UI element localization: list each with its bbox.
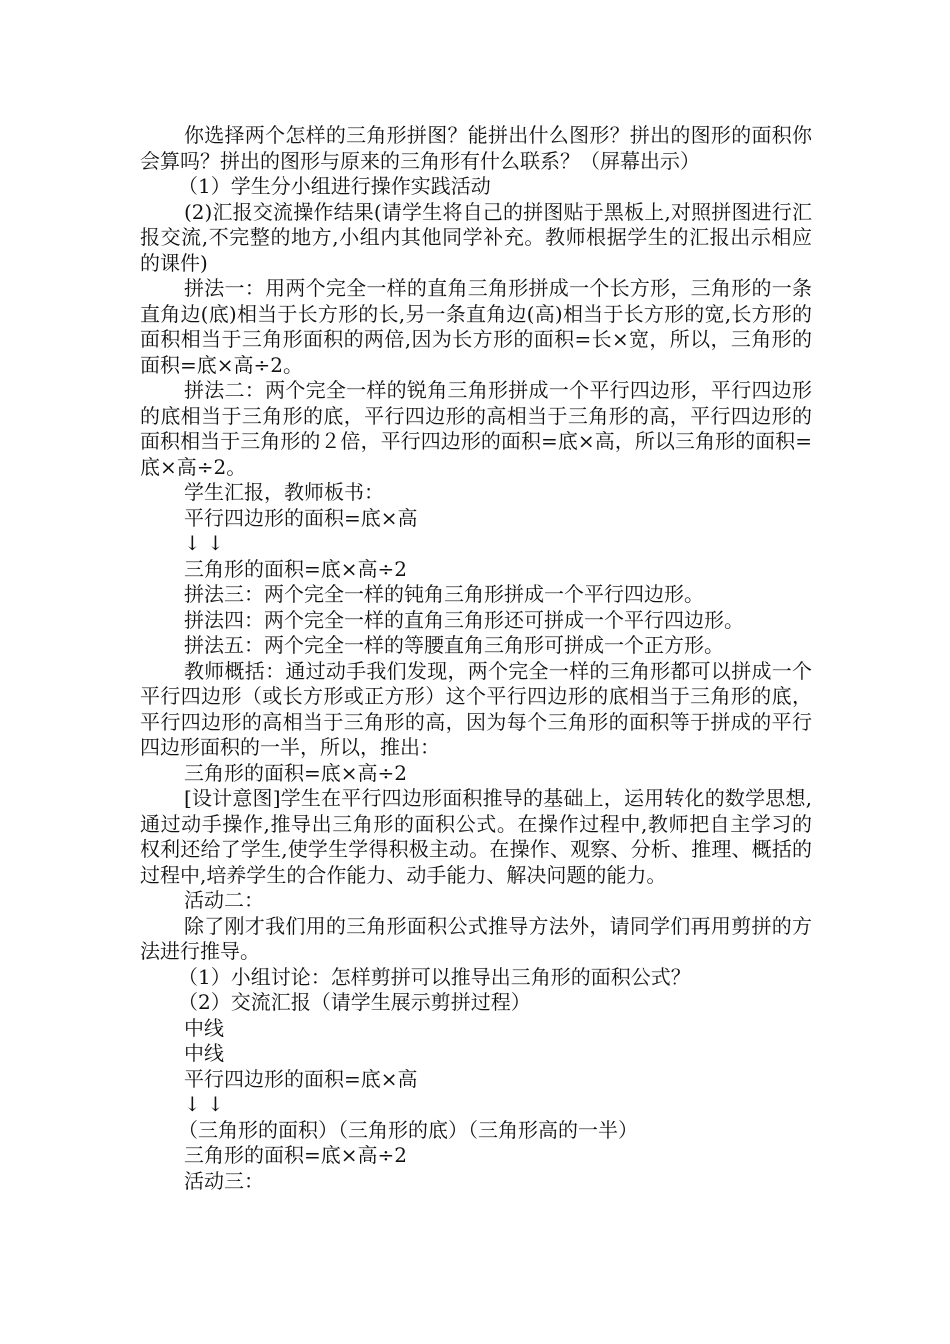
paragraph-method-2: 拼法二：两个完全一样的锐角三角形拼成一个平行四边形，平行四边形的底相当于三角形的底，平行四边形的高相当于三角形的高，平行四边形的面积相当于三角形的２倍，平行四边形的面积=底×高，所以三角形的面积=底×高÷2。 [140,378,812,479]
paragraph-step-1: （1）学生分小组进行操作实践活动 [178,174,491,198]
formula-triangle: 三角形的面积=底×高÷2 [184,556,407,581]
formula-parallelogram-2: 平行四边形的面积=底×高 [184,1066,418,1091]
heading-activity-3: 活动三： [184,1168,264,1193]
paragraph-group-discussion: （1）小组讨论：怎样剪拼可以推导出三角形的面积公式？ [178,964,691,989]
formula-triangle-conclusion: 三角形的面积=底×高÷2 [184,760,407,785]
paragraph-step-2: (2)汇报交流操作结果(请学生将自己的拼图贴于黑板上,对照拼图进行汇报交流,不完整的地方,小组内其他同学补充。教师根据学生的汇报出示相应的课件) [140,199,812,275]
paragraph-design-intent: [设计意图]学生在平行四边形面积推导的基础上，运用转化的数学思想,通过动手操作,推导出三角形的面积公式。在操作过程中,教师把自主学习的权利还给了学生,使学生学得积极主动。在操作、观察、分析、推理、概括的过程中,培养学生的合作能力、动手能力、解决问题的能力。 [140,786,812,887]
paragraph-method-3: 拼法三：两个完全一样的钝角三角形拼成一个平行四边形。 [184,582,704,606]
paragraph-intro-question: 你选择两个怎样的三角形拼图？能拼出什么图形？拼出的图形的面积你会算吗？拼出的图形与原来的三角形有什么联系？（屏幕出示） [140,123,812,173]
label-median-line-1: 中线 [184,1015,224,1040]
paragraph-method-4: 拼法四：两个完全一样的直角三角形还可拼成一个平行四边形。 [184,607,744,632]
paragraph-board-notes: 学生汇报，教师板书： [184,480,384,504]
formula-triangle-2: 三角形的面积=底×高÷2 [184,1143,407,1167]
paragraph-activity-2-intro: 除了刚才我们用的三角形面积公式推导方法外，请同学们再用剪拼的方法进行推导。 [140,913,812,963]
heading-activity-2: 活动二： [184,888,264,912]
arrows-down: ↓ ↓ [184,531,224,555]
paragraph-method-5: 拼法五：两个完全一样的等腰直角三角形可拼成一个正方形。 [184,633,724,657]
formula-mapping-labels: （三角形的面积）（三角形的底）（三角形高的一半） [178,1117,638,1142]
document-body [140,123,812,1194]
arrows-down-2: ↓ ↓ [184,1092,224,1116]
paragraph-method-1: 拼法一：用两个完全一样的直角三角形拼成一个长方形，三角形的一条直角边(底)相当于长方形的长,另一条直角边(高)相当于长方形的宽,长方形的面积相当于三角形面积的两倍,因为长方形的面积=长×宽，所以，三角形的面积=底×高÷2。 [140,276,812,377]
label-median-line-2: 中线 [184,1041,224,1065]
paragraph-teacher-summary: 教师概括：通过动手我们发现，两个完全一样的三角形都可以拼成一个平行四边形（或长方形或正方形）这个平行四边形的底相当于三角形的底，平行四边形的高相当于三角形的高，因为每个三角形的面积等于拼成的平行四边形面积的一半，所以，推出： [140,658,812,759]
formula-parallelogram: 平行四边形的面积=底×高 [184,505,418,530]
paragraph-exchange-report: （2）交流汇报（请学生展示剪拼过程） [178,990,531,1014]
